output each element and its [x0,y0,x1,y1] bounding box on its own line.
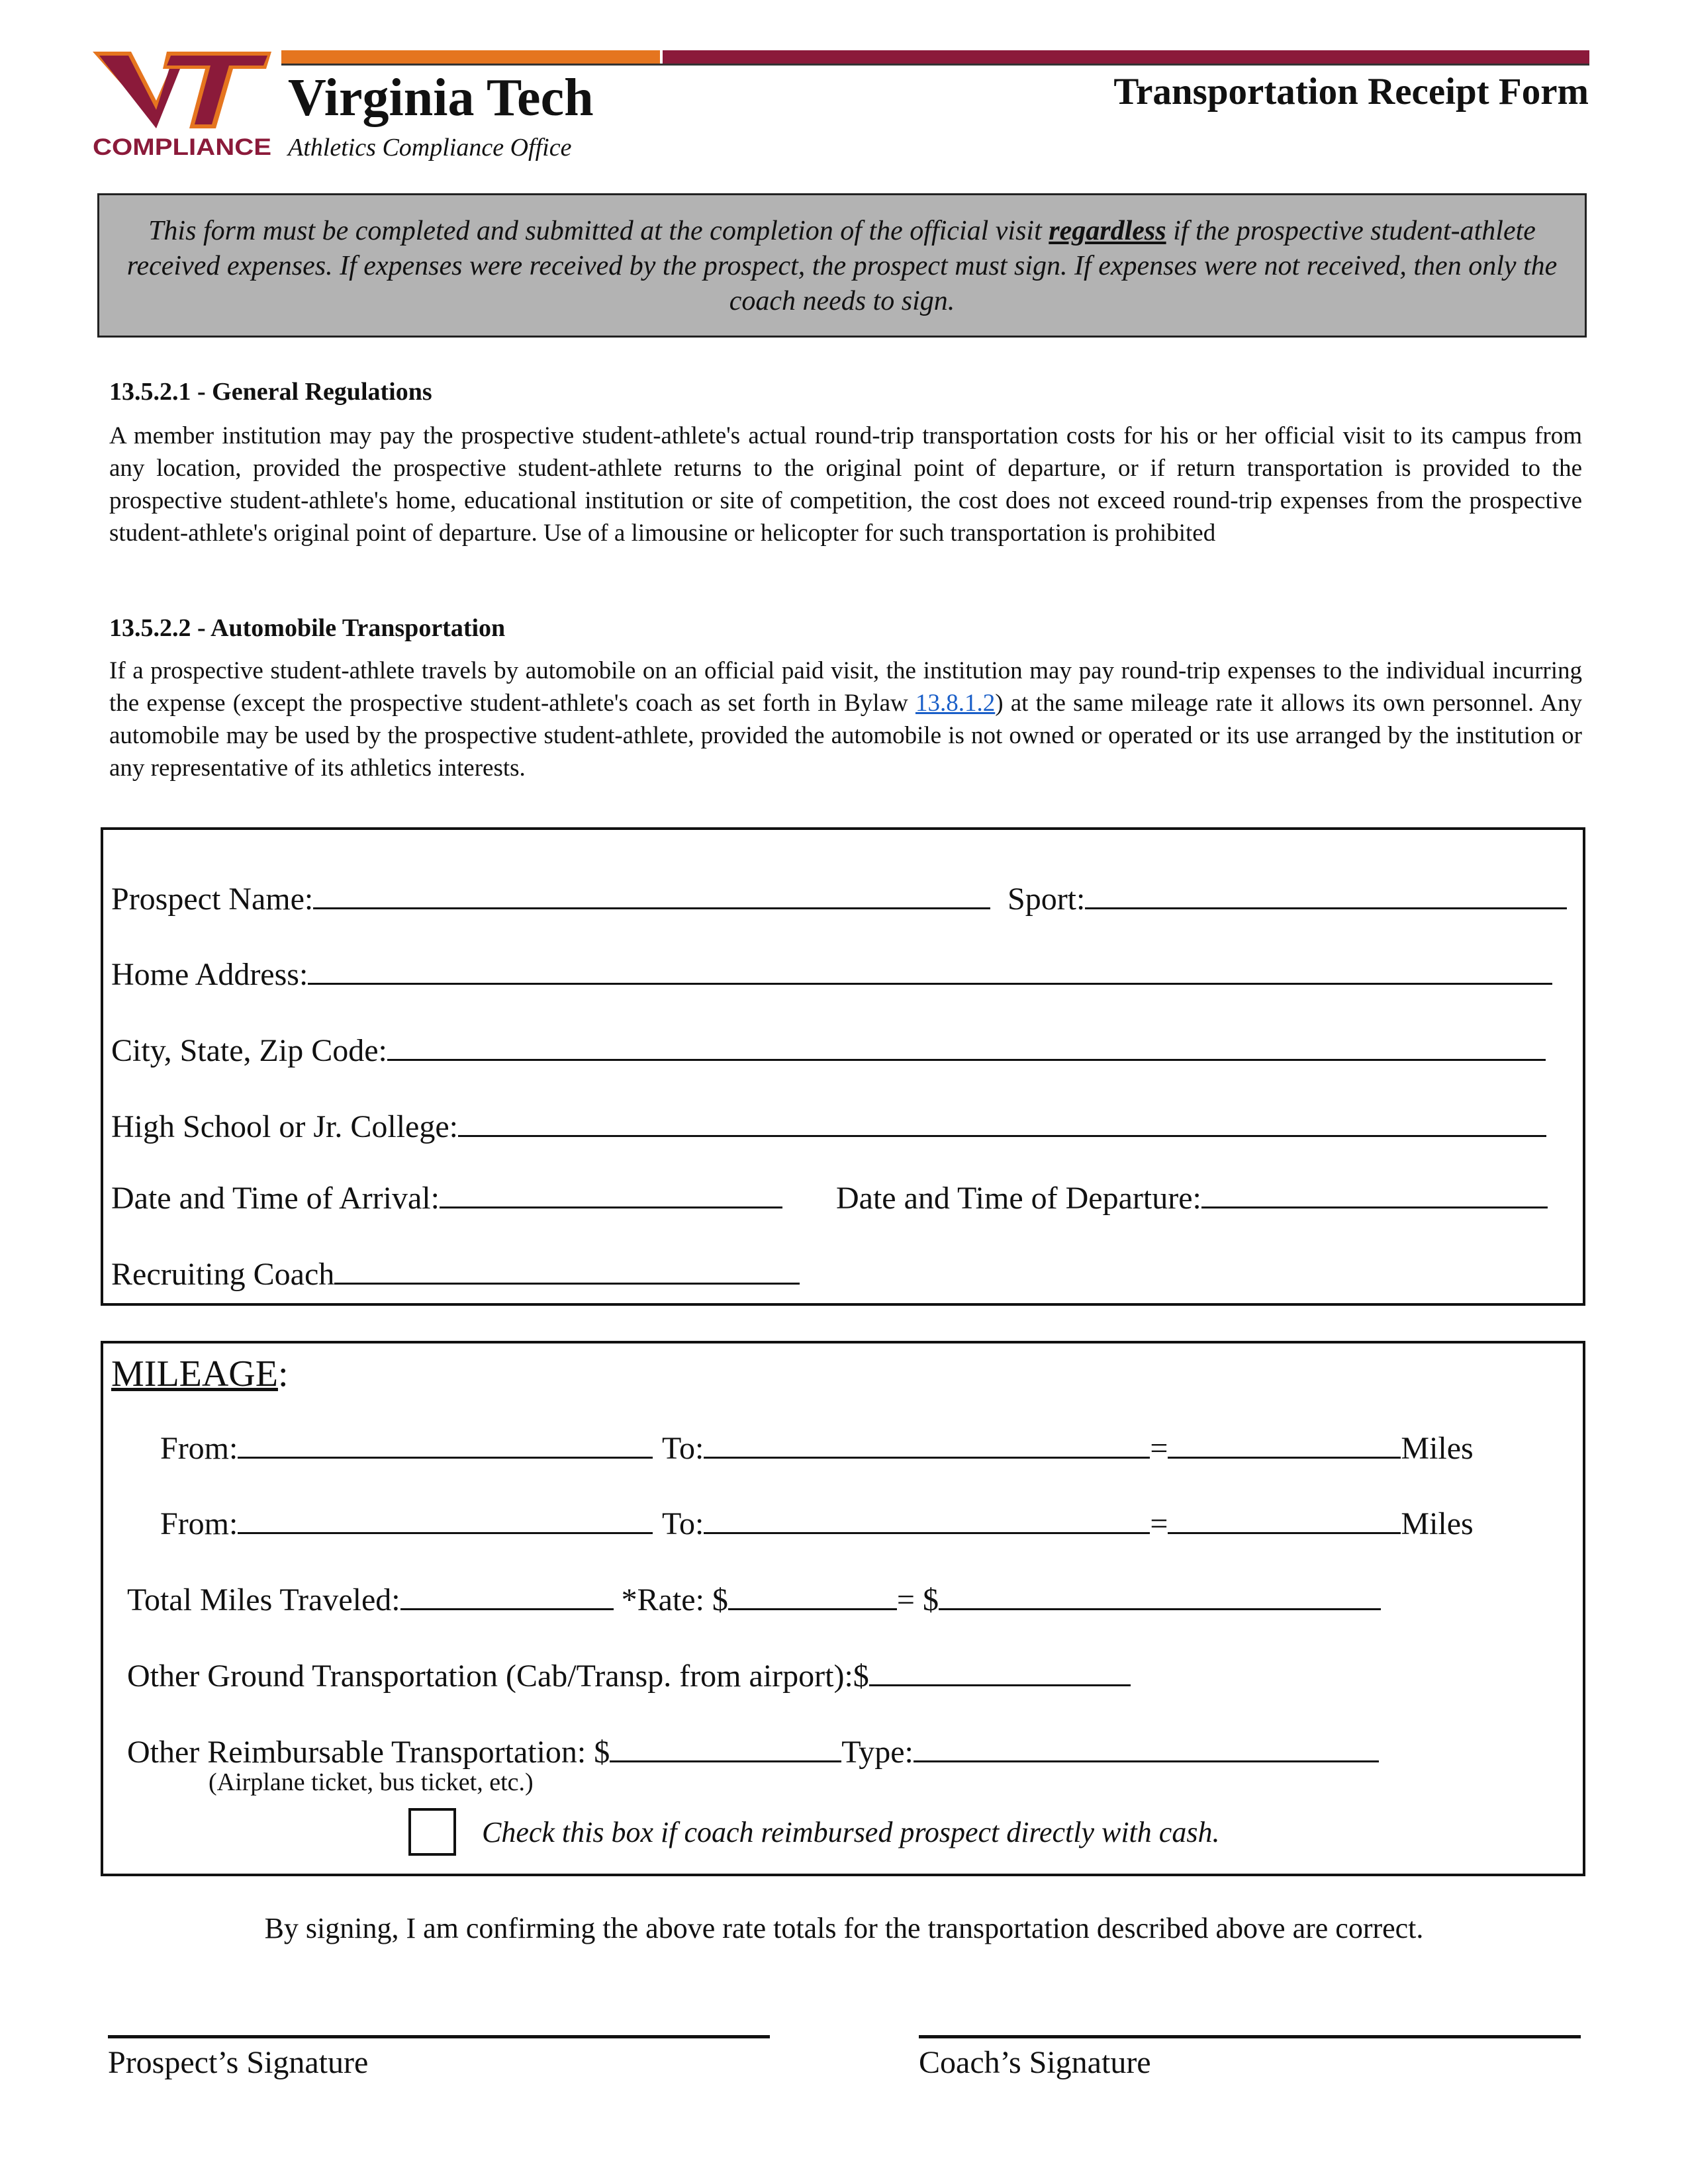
notice-text-pre: This form must be completed and submitted at the completion of the official visit [148,216,1049,246]
brand-title: Virginia Tech [288,69,594,127]
school-field[interactable] [111,1109,1546,1143]
regulation-body-automobile-pre: If a prospective student-athlete travels by automobile on an official paid visit, the institution may pay round-trip expenses to the individual incurring the expense (except the prospective student-athlete's coach as set forth in Bylaw [109,657,1582,717]
type-label: Type: [841,1735,914,1770]
mileage-title [111,1355,289,1392]
trip2-equals: = [1150,1506,1168,1541]
header-rule [281,64,1589,66]
recruiting-coach-label: Recruiting Coach [111,1257,335,1292]
school-label: High School or Jr. College: [111,1109,458,1144]
trip2-to-line[interactable] [704,1506,1150,1534]
coach-signature-line[interactable] [919,2035,1581,2038]
recruiting-coach-field[interactable] [111,1256,800,1291]
vt-compliance-logo [93,49,271,161]
trip1-miles-line[interactable] [1168,1430,1401,1459]
rate-total-label: = $ [896,1582,939,1617]
home-address-line[interactable] [308,956,1552,985]
header-maroon-bar [663,50,1589,64]
regulation-heading-general: 13.5.2.1 - General Regulations [109,378,432,406]
trip2-from-line[interactable] [238,1506,653,1534]
recruiting-coach-line[interactable] [334,1256,800,1285]
trip1-equals: = [1150,1431,1168,1466]
other-reimbursable-label: Other Reimbursable Transportation: $ [127,1735,610,1770]
coach-signature-label: Coach’s Signature [919,2045,1151,2080]
mileage-title-colon: : [277,1353,289,1394]
rate-total-line[interactable] [939,1582,1381,1610]
other-ground-line[interactable] [869,1658,1131,1686]
trip2-to-field[interactable] [662,1506,1474,1540]
departure-field[interactable] [836,1180,1548,1214]
other-ground-field[interactable] [127,1658,1131,1692]
trip1-to-field[interactable] [662,1430,1474,1465]
trip2-miles-label: Miles [1401,1506,1474,1541]
trip1-from-line[interactable] [238,1430,653,1459]
sport-label: Sport: [1008,882,1086,917]
total-miles-line[interactable] [400,1582,614,1610]
notice-text-post: if the prospective student-athlete received expenses. If expenses were received by the prospect, the prospect must sign. If expenses were not received, then only the coach needs to sign. [126,216,1558,316]
arrival-field[interactable] [111,1180,782,1214]
school-line[interactable] [458,1109,1546,1137]
home-address-label: Home Address: [111,957,308,992]
notice-emphasis: regardless [1049,216,1166,246]
other-reimbursable-field[interactable] [127,1734,1379,1768]
trip1-to-label: To: [662,1431,704,1466]
prospect-name-label: Prospect Name: [111,882,314,917]
rate-line[interactable] [728,1582,897,1610]
header-orange-bar [281,50,660,64]
cash-reimbursement-checkbox[interactable] [408,1808,456,1856]
city-state-zip-field[interactable] [111,1032,1546,1067]
trip1-to-line[interactable] [704,1430,1150,1459]
logo-caption: COMPLIANCE [93,134,271,160]
city-state-zip-line[interactable] [387,1032,1546,1061]
prospect-name-line[interactable] [313,881,990,909]
prospect-signature-line[interactable] [108,2035,770,2038]
regulation-body-automobile [109,655,1582,784]
regulation-heading-automobile: 13.5.2.2 - Automobile Transportation [109,614,506,642]
form-title: Transportation Receipt Form [1113,71,1589,113]
reimbursable-note: (Airplane ticket, bus ticket, etc.) [209,1768,534,1796]
trip2-from-field[interactable] [160,1506,653,1540]
other-ground-label: Other Ground Transportation (Cab/Transp. from airport):$ [127,1659,869,1694]
city-state-zip-label: City, State, Zip Code: [111,1033,387,1068]
total-miles-label: Total Miles Traveled: [127,1582,400,1617]
sport-line[interactable] [1085,881,1567,909]
departure-line[interactable] [1201,1180,1548,1208]
departure-label: Date and Time of Departure: [836,1181,1201,1216]
trip2-to-label: To: [662,1506,704,1541]
brand-subtitle: Athletics Compliance Office [288,134,572,161]
bylaw-link[interactable]: 13.8.1.2 [915,690,996,717]
sport-field[interactable] [1008,881,1567,915]
instruction-notice [97,193,1587,338]
regulation-body-general: A member institution may pay the prospective student-athlete's actual round-trip transportation costs for his or her official visit to its campus from any location, provided the prospective student-athlete returns to the original point of departure, or if return transportation is provided to the prospective student-athlete's home, educational institution or site of competition, the cost does not exceed round-trip expenses from the prospective student-athlete's original point of departure. Use of a limousine or helicopter for such transportation is prohibited [109,422,1582,547]
arrival-line[interactable] [440,1180,782,1208]
trip1-from-field[interactable] [160,1430,653,1465]
totals-row[interactable] [127,1582,1381,1616]
trip1-miles-label: Miles [1401,1431,1474,1466]
prospect-name-field[interactable] [111,881,990,915]
arrival-label: Date and Time of Arrival: [111,1181,440,1216]
trip2-miles-line[interactable] [1168,1506,1401,1534]
confirmation-statement: By signing, I am confirming the above rate totals for the transportation described above are correct. [264,1912,1424,1944]
regulation-body-automobile-post: ) at the same mileage rate it allows its own personnel. Any automobile may be used by the prospective student-athlete, provided the automobile is not owned or operated or its use arranged by the institution or any representative of its athletics interests. [109,690,1582,782]
trip1-from-label: From: [160,1431,238,1466]
trip2-from-label: From: [160,1506,238,1541]
rate-label: *Rate: $ [621,1582,728,1617]
mileage-title-text: MILEAGE [111,1353,278,1394]
cash-reimbursement-label: Check this box if coach reimbursed prospect directly with cash. [482,1816,1220,1848]
type-line[interactable] [914,1734,1379,1762]
other-reimbursable-line[interactable] [610,1734,841,1762]
home-address-field[interactable] [111,956,1552,991]
prospect-signature-label: Prospect’s Signature [108,2045,369,2080]
